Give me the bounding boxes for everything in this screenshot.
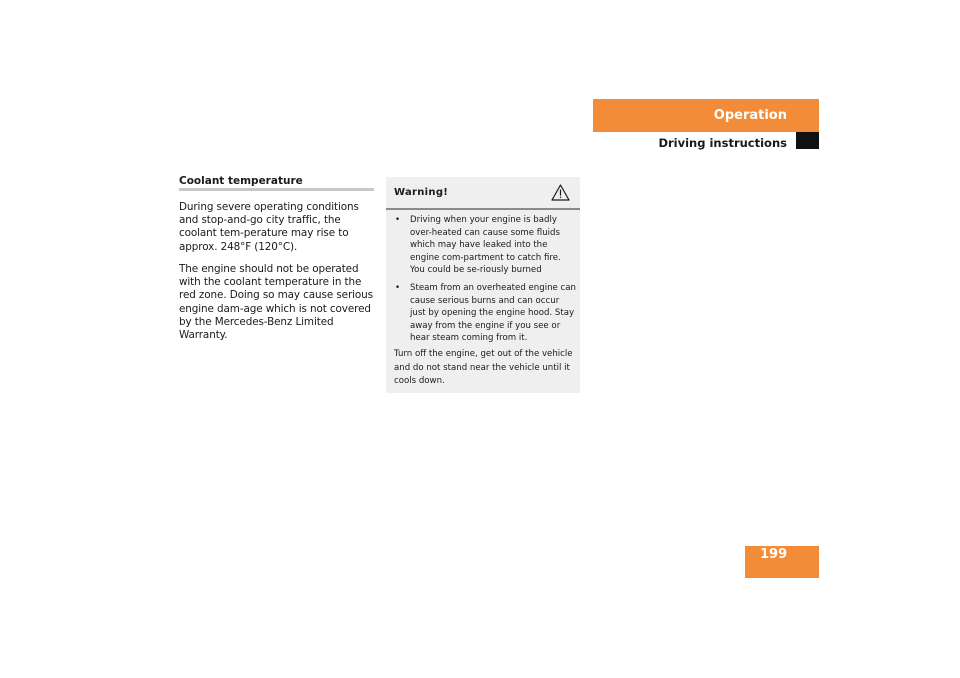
coolant-paragraph-1: During severe operating conditions and stop-and-go city traffic, the coolant tem-perature may rise to approx. 248°F (120°C).: [179, 201, 359, 253]
warning-title: Warning!: [394, 187, 449, 198]
bullet: •: [395, 215, 401, 225]
header-marker: [796, 132, 819, 149]
page-number: 199: [745, 546, 819, 578]
warning-item: [394, 214, 576, 277]
coolant-paragraph-2: The engine should not be operated with the coolant temperature in the red zone. Doing so may cause serious engine dam-age which is not covered by the Mercedes-Benz Limited Warranty.: [179, 263, 373, 342]
warning-item: [394, 282, 576, 345]
warning-rule: [386, 208, 580, 210]
warning-box: [386, 177, 580, 393]
title-rule: [179, 188, 374, 191]
warning-item-text: Driving when your engine is badly over-heated can cause some fluids which may have leaked into the engine com-partment to catch fire. You could be se-riously burned: [410, 215, 561, 276]
section-header: Operation: [593, 99, 819, 132]
subsection-header: Driving instructions: [658, 136, 787, 150]
warning-list: [394, 214, 576, 350]
bullet: •: [395, 282, 401, 293]
coolant-title: Coolant temperature: [179, 175, 303, 187]
warning-item-text: Steam from an overheated engine can cause serious burns and can occur just by opening the engine hood. Stay away from the engine if you see or hear steam coming from it.: [410, 282, 576, 344]
warning-triangle-icon: [551, 184, 570, 201]
warning-header: [386, 177, 580, 208]
warning-note: Turn off the engine, get out of the vehicle and do not stand near the vehicle until it cools down.: [394, 349, 573, 387]
